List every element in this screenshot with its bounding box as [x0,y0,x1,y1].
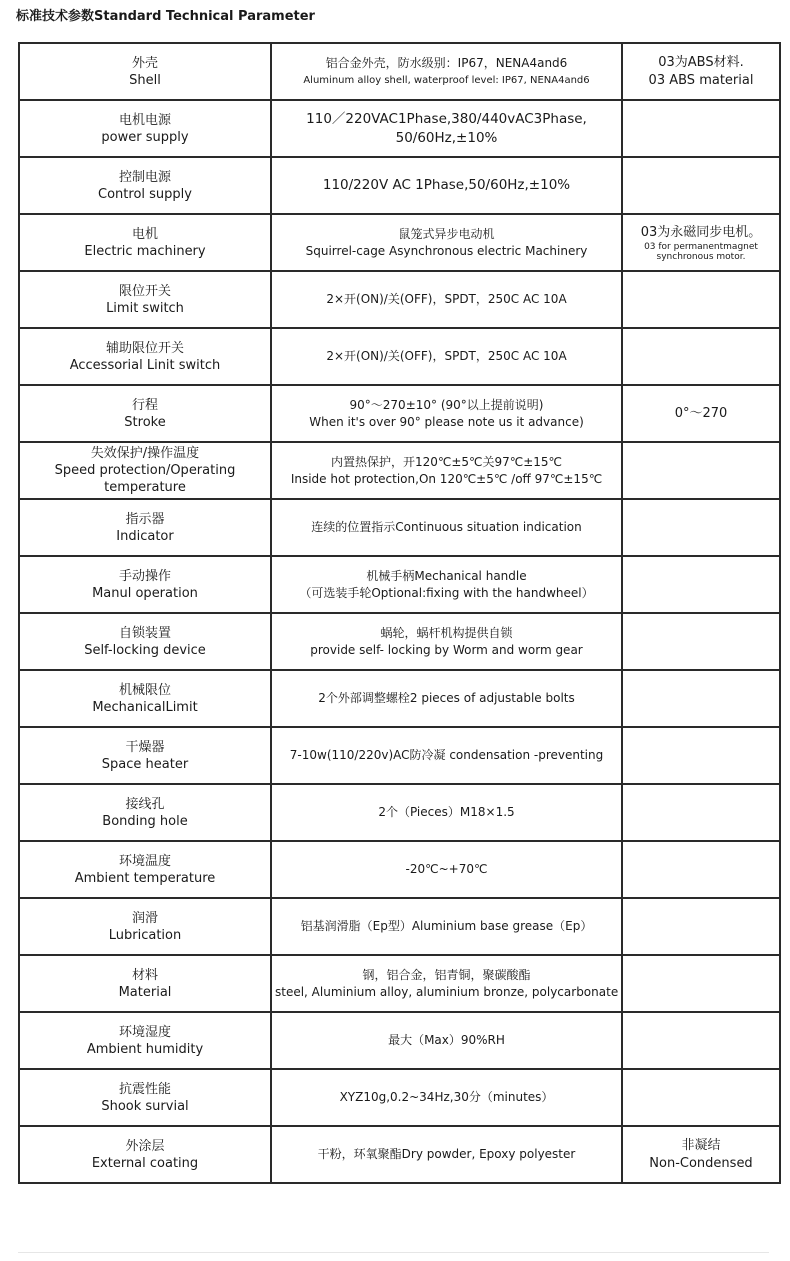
parameter-name-en: power supply [101,129,189,145]
parameter-value-cell [271,670,622,727]
parameter-name-cell [19,955,271,1012]
table-row [19,214,780,271]
parameter-name-en: Ambient humidity [86,1041,204,1057]
parameter-name-en: Limit switch [106,300,184,316]
parameter-name-en: Space heater [101,756,189,772]
parameter-note-cell [622,556,780,613]
parameter-name-cell [19,670,271,727]
parameter-note-cell [622,271,780,328]
table-row [19,271,780,328]
parameter-value-cell [271,271,622,328]
parameter-value-cell [271,613,622,670]
parameter-name-zh: 行程 [131,397,158,413]
parameter-value-cell [271,157,622,214]
parameter-name-zh: 手动操作 [118,568,171,584]
parameter-name-zh: 电机电源 [118,112,171,128]
parameter-value-cell [271,841,622,898]
parameter-name-cell [19,385,271,442]
parameter-note-cell [622,784,780,841]
parameter-name-cell [19,727,271,784]
table-row [19,157,780,214]
parameter-note-cell [622,1126,780,1183]
parameter-note-line2: Non-Condensed [649,1155,753,1171]
parameter-note-cell [622,898,780,955]
table-row [19,898,780,955]
table-row [19,727,780,784]
divider [18,1252,769,1253]
parameter-value-line1: 2个（Pieces）M18×1.5 [378,805,515,819]
parameter-name-cell [19,214,271,271]
parameter-note-cell [622,100,780,157]
parameter-value-line1: 内置热保护，开120℃±5℃关97℃±15℃ [330,454,563,469]
parameter-note-cell [622,727,780,784]
parameter-note-line1: 非凝结 [681,1137,721,1153]
parameter-name-zh: 外涂层 [125,1138,165,1154]
parameter-value-cell [271,1012,622,1069]
parameter-name-zh: 接线孔 [125,796,165,812]
parameter-name-cell [19,157,271,214]
table-row [19,556,780,613]
parameter-value-line2: Inside hot protection,On 120℃±5℃ /off 97℃±15℃ [290,471,603,486]
parameter-value-cell [271,43,622,100]
parameter-note-cell [622,442,780,499]
parameter-note-cell [622,841,780,898]
parameter-note-line1: 03为ABS材料. [658,54,744,70]
parameter-value-line1: 110／220VAC1Phase,380/440vAC3Phase, [306,110,587,127]
parameter-name-cell [19,43,271,100]
parameter-value-cell [271,898,622,955]
parameter-name-zh: 抗震性能 [118,1081,171,1097]
parameter-note-cell [622,328,780,385]
parameter-name-zh: 辅助限位开关 [105,340,184,356]
parameter-value-line2: Squirrel-cage Asynchronous electric Machinery [305,243,588,258]
parameter-name-zh: 润滑 [131,910,158,926]
table-row [19,328,780,385]
parameter-name-en: Control supply [98,186,192,202]
parameter-name-en: Shook survial [101,1098,189,1114]
parameter-value-line1: -20℃~+70℃ [405,862,488,876]
parameter-name-zh: 控制电源 [118,169,171,185]
parameter-name-en: Ambient temperature [74,870,216,886]
parameter-note-cell [622,43,780,100]
parameter-value-line1: 2个外部调整螺栓2 pieces of adjustable bolts [318,691,575,705]
parameter-name-zh: 环境温度 [118,853,171,869]
parameter-value-line1: 连续的位置指示Continuous situation indication [311,520,582,534]
parameter-value-line1: 2×开(ON)/关(OFF)，SPDT，250C AC 10A [326,292,567,306]
parameter-note-line1: 03为永磁同步电机。 [640,224,762,240]
parameter-value-cell [271,727,622,784]
parameter-name-zh: 限位开关 [118,283,171,299]
parameter-value-cell [271,1126,622,1183]
parameter-value-cell [271,499,622,556]
table-row [19,784,780,841]
parameter-value-line2: steel, Aluminium alloy, aluminium bronze, polycarbonate [275,984,618,999]
table-row [19,1012,780,1069]
parameter-name-en: Material [118,984,172,1000]
table-row [19,670,780,727]
parameter-name-en: Self-locking device [84,642,206,658]
parameter-value-line1: 机械手柄Mechanical handle [366,568,527,583]
parameter-value-cell [271,214,622,271]
parameter-name-zh: 材料 [131,967,158,983]
parameter-value-line1: 铝基润滑脂（Ep型）Aluminium base grease（Ep） [300,919,593,933]
table-row [19,841,780,898]
table-row [19,43,780,100]
parameter-value-line1: 7-10w(110/220v)AC防冷凝 condensation -preventing [289,748,604,762]
parameter-value-cell [271,385,622,442]
table-row [19,955,780,1012]
parameter-value-line1: 110/220V AC 1Phase,50/60Hz,±10% [322,177,571,193]
parameter-value-line1: 2×开(ON)/关(OFF)，SPDT，250C AC 10A [326,349,567,363]
parameter-table-body [19,43,780,1183]
parameter-name-cell [19,841,271,898]
parameter-name-cell [19,556,271,613]
parameter-name-en: Speed protection/Operating temperature [54,463,236,495]
parameter-name-cell [19,898,271,955]
page-title: 标准技术参数Standard Technical Parameter [16,9,315,24]
parameter-value-line2: Aluminum alloy shell, waterproof level: IP67, NENA4and6 [303,74,590,86]
table-row [19,613,780,670]
parameter-note-cell [622,1012,780,1069]
parameter-name-en: Indicator [116,528,174,544]
parameter-name-cell [19,613,271,670]
table-row [19,385,780,442]
parameter-value-cell [271,442,622,499]
parameter-value-line1: XYZ10g,0.2~34Hz,30分（minutes） [339,1090,554,1104]
parameter-name-cell [19,1126,271,1183]
parameter-value-cell [271,784,622,841]
parameter-note-cell [622,670,780,727]
parameter-note-cell [622,385,780,442]
parameter-value-line2: provide self- locking by Worm and worm gear [310,642,583,657]
parameter-value-line1: 铝合金外壳，防水级别：IP67，NENA4and6 [325,55,568,70]
parameter-name-en: Shell [129,72,161,88]
parameter-value-line1: 最大（Max）90%RH [388,1033,505,1047]
parameter-name-zh: 机械限位 [118,682,171,698]
parameter-value-line1: 钢，铝合金，铝青铜，聚碳酸酯 [362,967,531,982]
parameter-name-zh: 指示器 [125,511,165,527]
parameter-name-en: MechanicalLimit [92,699,198,715]
table-row [19,100,780,157]
parameter-note-cell [622,1069,780,1126]
parameter-value-line2: 50/60Hz,±10% [395,129,498,146]
parameter-value-cell [271,100,622,157]
parameter-name-zh: 干燥器 [125,739,165,755]
parameter-name-cell [19,442,271,499]
parameter-name-en: Bonding hole [102,813,188,829]
parameter-note-cell [622,613,780,670]
parameter-note-cell [622,157,780,214]
parameter-value-cell [271,1069,622,1126]
parameter-value-line1: 鼠笼式异步电动机 [398,226,495,241]
parameter-name-en: Stroke [124,414,166,430]
parameter-name-en: Manul operation [92,585,198,601]
table-row [19,442,780,499]
parameter-name-zh: 外壳 [131,55,158,71]
parameter-note-line2: 03 ABS material [648,72,754,88]
parameter-note-cell [622,955,780,1012]
parameter-name-cell [19,100,271,157]
parameter-note-cell [622,214,780,271]
parameter-name-cell [19,328,271,385]
parameter-name-cell [19,1012,271,1069]
parameter-note-line2: 03 for permanentmagnet synchronous motor. [644,241,758,262]
parameter-note-line1: 0°～270 [674,405,728,421]
parameter-value-cell [271,328,622,385]
parameter-name-zh: 失效保护/操作温度 [90,446,200,461]
parameter-value-line1: 干粉，环氧聚酯Dry powder, Epoxy polyester [317,1147,576,1161]
parameter-name-en: Electric machinery [84,243,206,259]
parameter-value-cell [271,955,622,1012]
parameter-table [18,42,781,1184]
parameter-value-cell [271,556,622,613]
table-row [19,1126,780,1183]
parameter-name-en: External coating [91,1155,199,1171]
table-row [19,499,780,556]
parameter-name-zh: 自锁装置 [118,625,171,641]
parameter-value-line2: （可选装手轮Optional:fixing with the handwheel） [299,585,594,600]
parameter-note-cell [622,499,780,556]
parameter-name-cell [19,499,271,556]
parameter-name-cell [19,271,271,328]
parameter-value-line1: 90°～270±10° (90°以上提前说明) [349,397,544,412]
parameter-value-line1: 蜗轮，蜗杆机构提供自锁 [380,625,513,640]
parameter-name-en: Lubrication [108,927,182,943]
parameter-name-zh: 电机 [131,226,158,242]
parameter-name-cell [19,1069,271,1126]
parameter-name-zh: 环境湿度 [118,1024,171,1040]
parameter-value-line2: When it's over 90° please note us it advance) [309,414,584,429]
table-row [19,1069,780,1126]
parameter-name-cell [19,784,271,841]
parameter-name-en: Accessorial Linit switch [69,357,221,373]
